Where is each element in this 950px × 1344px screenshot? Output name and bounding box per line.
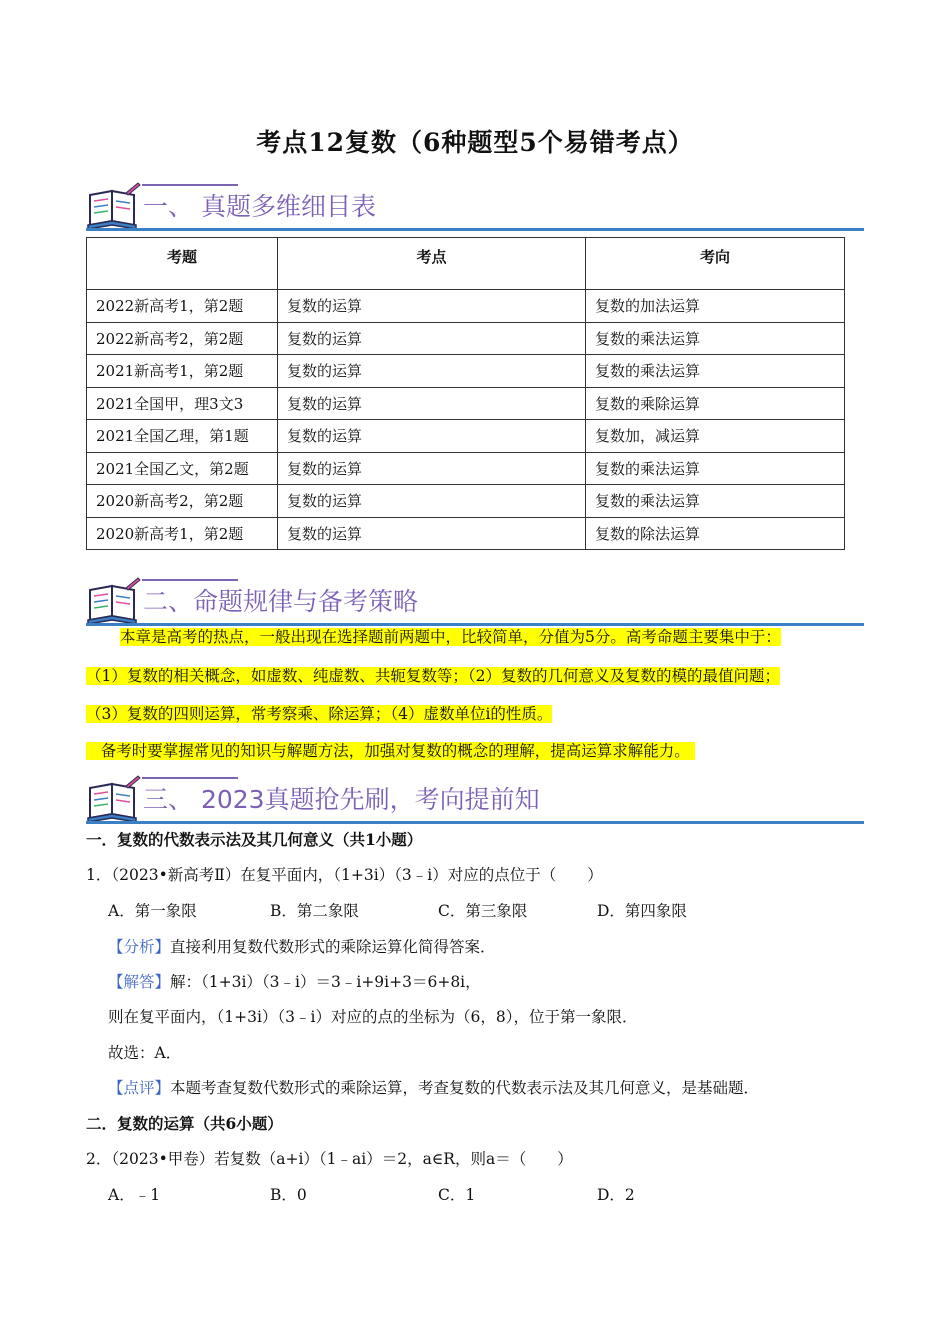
- question-text: （2023•新高考Ⅱ）在复平面内，（1+3i）（3﹣i）对应的点位于（ ）: [111, 866, 603, 884]
- section-rule: [86, 228, 864, 231]
- table-cell: 2021全国乙理，第1题: [87, 420, 278, 453]
- question-1: [86, 863, 603, 885]
- analysis-tag: 【分析】: [108, 938, 171, 956]
- option-b: B．0: [270, 1186, 307, 1204]
- table-cell: 复数的运算: [278, 485, 586, 518]
- part2-heading: 二．复数的运算（共6小题）: [86, 1114, 283, 1133]
- table-row: [87, 420, 845, 453]
- answer-choice: 故选：A．: [108, 1044, 182, 1062]
- book-icon: [86, 774, 142, 824]
- comment-tag: 【点评】: [108, 1079, 171, 1097]
- table-cell: 复数加，减运算: [586, 420, 845, 453]
- table-cell: 复数的乘法运算: [586, 355, 845, 388]
- section-title-1: 一、 真题多维细目表: [143, 192, 376, 221]
- option-d: D．第四象限: [597, 902, 687, 920]
- table-cell: 2020新高考2，第2题: [87, 485, 278, 518]
- section-header-2: [86, 576, 864, 626]
- section-deco-line: [142, 579, 238, 581]
- strategy-line-4: 备考时要掌握常见的知识与解题方法，加强对复数的概念的理解，提高运算求解能力。: [86, 742, 695, 760]
- part1-heading: 一．复数的代数表示法及其几何意义（共1小题）: [86, 830, 423, 849]
- table-cell: 2021全国乙文，第2题: [87, 452, 278, 485]
- header-direction: 考向: [586, 238, 845, 290]
- header-point: 考点: [278, 238, 586, 290]
- section-title-2: 二、命题规律与备考策略: [143, 587, 419, 616]
- section-header-1: [86, 181, 864, 231]
- page-title: 考点12复数（6种题型5个易错考点）: [256, 128, 694, 157]
- table-row: [87, 452, 845, 485]
- section-rule: [86, 821, 864, 824]
- table-cell: 2020新高考1，第2题: [87, 517, 278, 550]
- table-header-row: [87, 238, 845, 290]
- table-cell: 复数的除法运算: [586, 517, 845, 550]
- book-icon: [86, 576, 142, 626]
- comment-text: 本题考查复数代数形式的乘除运算，考查复数的代数表示法及其几何意义，是基础题．: [170, 1079, 760, 1097]
- book-icon: [86, 181, 142, 231]
- table-cell: 复数的运算: [278, 517, 586, 550]
- table-cell: 复数的加法运算: [586, 290, 845, 323]
- table-cell: 2021全国甲，理3文3: [87, 387, 278, 420]
- table-row: [87, 322, 845, 355]
- table-cell: 复数的乘法运算: [586, 452, 845, 485]
- exam-table: [86, 237, 845, 550]
- strategy-line-1: 本章是高考的热点，一般出现在选择题前两题中，比较简单，分值为5分。高考命题主要集中于：: [120, 628, 781, 646]
- table-cell: 复数的运算: [278, 387, 586, 420]
- table-cell: 复数的运算: [278, 452, 586, 485]
- answer-tag: 【解答】: [108, 973, 171, 991]
- question-number: 2．: [86, 1150, 112, 1168]
- analysis: [108, 935, 496, 957]
- header-question: 考题: [87, 238, 278, 290]
- table-row: [87, 517, 845, 550]
- table-cell: 2022新高考1，第2题: [87, 290, 278, 323]
- table-cell: 复数的运算: [278, 420, 586, 453]
- question-2: [86, 1147, 573, 1169]
- option-a: A．第一象限: [108, 902, 197, 920]
- strategy-line-2: （1）复数的相关概念，如虚数、纯虚数、共轭复数等；（2）复数的几何意义及复数的模的最值问题；: [86, 667, 780, 685]
- table-cell: 复数的运算: [278, 355, 586, 388]
- option-c: C．第三象限: [438, 902, 528, 920]
- option-d: D．2: [597, 1186, 635, 1204]
- comment: [108, 1076, 759, 1098]
- table-row: [87, 387, 845, 420]
- table-cell: 复数的乘法运算: [586, 485, 845, 518]
- table-cell: 复数的运算: [278, 322, 586, 355]
- table-row: [87, 290, 845, 323]
- question-number: 1．: [86, 866, 112, 884]
- option-b: B．第二象限: [270, 902, 359, 920]
- section-deco-line: [142, 777, 238, 779]
- strategy-line-3: （3）复数的四则运算，常考察乘、除运算；（4）虚数单位i的性质。: [86, 705, 553, 723]
- analysis-text: 直接利用复数代数形式的乘除运算化简得答案．: [170, 938, 496, 956]
- table-cell: 复数的乘法运算: [586, 322, 845, 355]
- option-a: A．﹣1: [108, 1186, 161, 1204]
- answer: [108, 970, 481, 992]
- table-cell: 2021新高考1，第2题: [87, 355, 278, 388]
- table-row: [87, 485, 845, 518]
- table-row: [87, 355, 845, 388]
- question-text: （2023•甲卷）若复数（a+i）（1﹣ai）＝2，a∈R，则a＝（ ）: [111, 1150, 573, 1168]
- option-c: C．1: [438, 1186, 476, 1204]
- table-cell: 复数的乘除运算: [586, 387, 845, 420]
- table-cell: 2022新高考2，第2题: [87, 322, 278, 355]
- answer-line-2: 则在复平面内，（1+3i）（3﹣i）对应的点的坐标为（6，8），位于第一象限．: [108, 1008, 638, 1026]
- section-title-3: 三、 2023真题抢先刷，考向提前知: [143, 785, 540, 814]
- answer-text: 解：（1+3i）（3﹣i）＝3﹣i+9i+3＝6+8i，: [170, 973, 481, 991]
- table-cell: 复数的运算: [278, 290, 586, 323]
- section-deco-line: [142, 184, 238, 186]
- section-header-3: [86, 774, 864, 824]
